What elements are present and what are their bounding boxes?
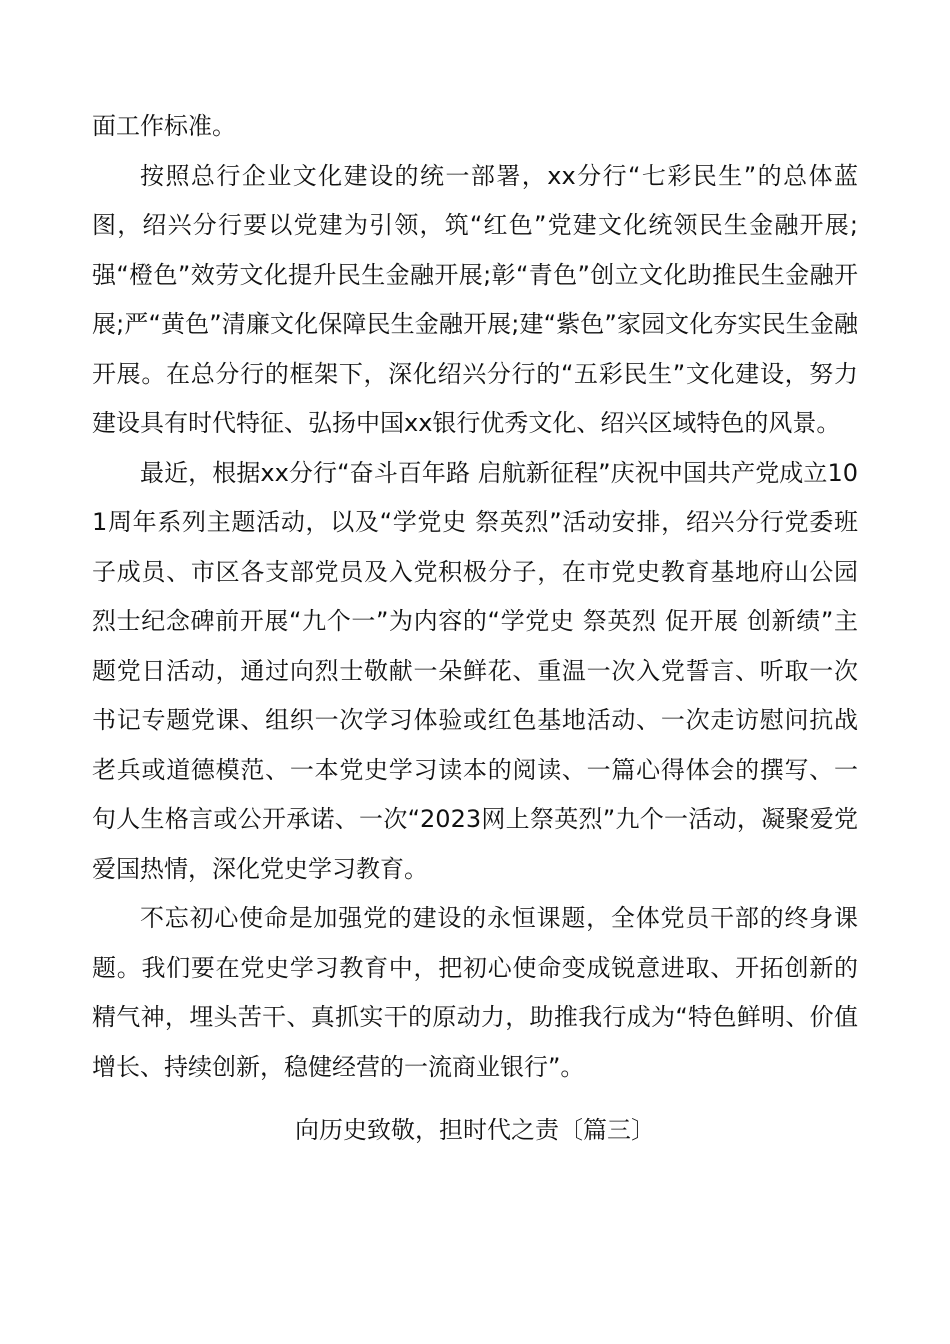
section-heading: 向历史致敬，担时代之责〔篇三〕 xyxy=(295,1116,655,1144)
document-body xyxy=(92,102,858,1156)
paragraph-original-mission: 不忘初心使命是加强党的建设的永恒课题，全体党员干部的终身课题。我们要在党史学习教育中，把初心使命变成锐意进取、开拓创新的精气神，埋头苦干、真抓实干的原动力，助推我行成为“特色鲜明、价值增长、持续创新，稳健经营的一流商业银行”。 xyxy=(92,904,858,1081)
paragraph-continuation: 面工作标准。 xyxy=(92,112,236,140)
paragraph-party-activity: 最近，根据xx分行“奋斗百年路 启航新征程”庆祝中国共产党成立101周年系列主题活动，以及“学党史 祭英烈”活动安排，绍兴分行党委班子成员、市区各支部党员及入党积极分子，在市党史教育基地府山公园烈士纪念碑前开展“九个一”为内容的“学党史 祭英烈 促开展 创新绩”主题党日活动，通过向烈士敬献一朵鲜花、重温一次入党誓言、听取一次书记专题党课、组织一次学习体验或红色基地活动、一次走访慰问抗战老兵或道德模范、一本党史学习读本的阅读、一篇心得体会的撰写、一句人生格言或公开承诺、一次“2023网上祭英烈”九个一活动，凝聚爱党爱国热情，深化党史学习教育。 xyxy=(92,458,858,883)
paragraph-culture-plan: 按照总行企业文化建设的统一部署，xx分行“七彩民生”的总体蓝图，绍兴分行要以党建为引领，筑“红色”党建文化统领民生金融开展;强“橙色”效劳文化提升民生金融开展;彰“青色”创立文化助推民生金融开展;严“黄色”清廉文化保障民生金融开展;建“紫色”家园文化夯实民生金融开展。在总分行的框架下，深化绍兴分行的“五彩民生”文化建设，努力建设具有时代特征、弘扬中国xx银行优秀文化、绍兴区域特色的风景。 xyxy=(92,161,858,437)
